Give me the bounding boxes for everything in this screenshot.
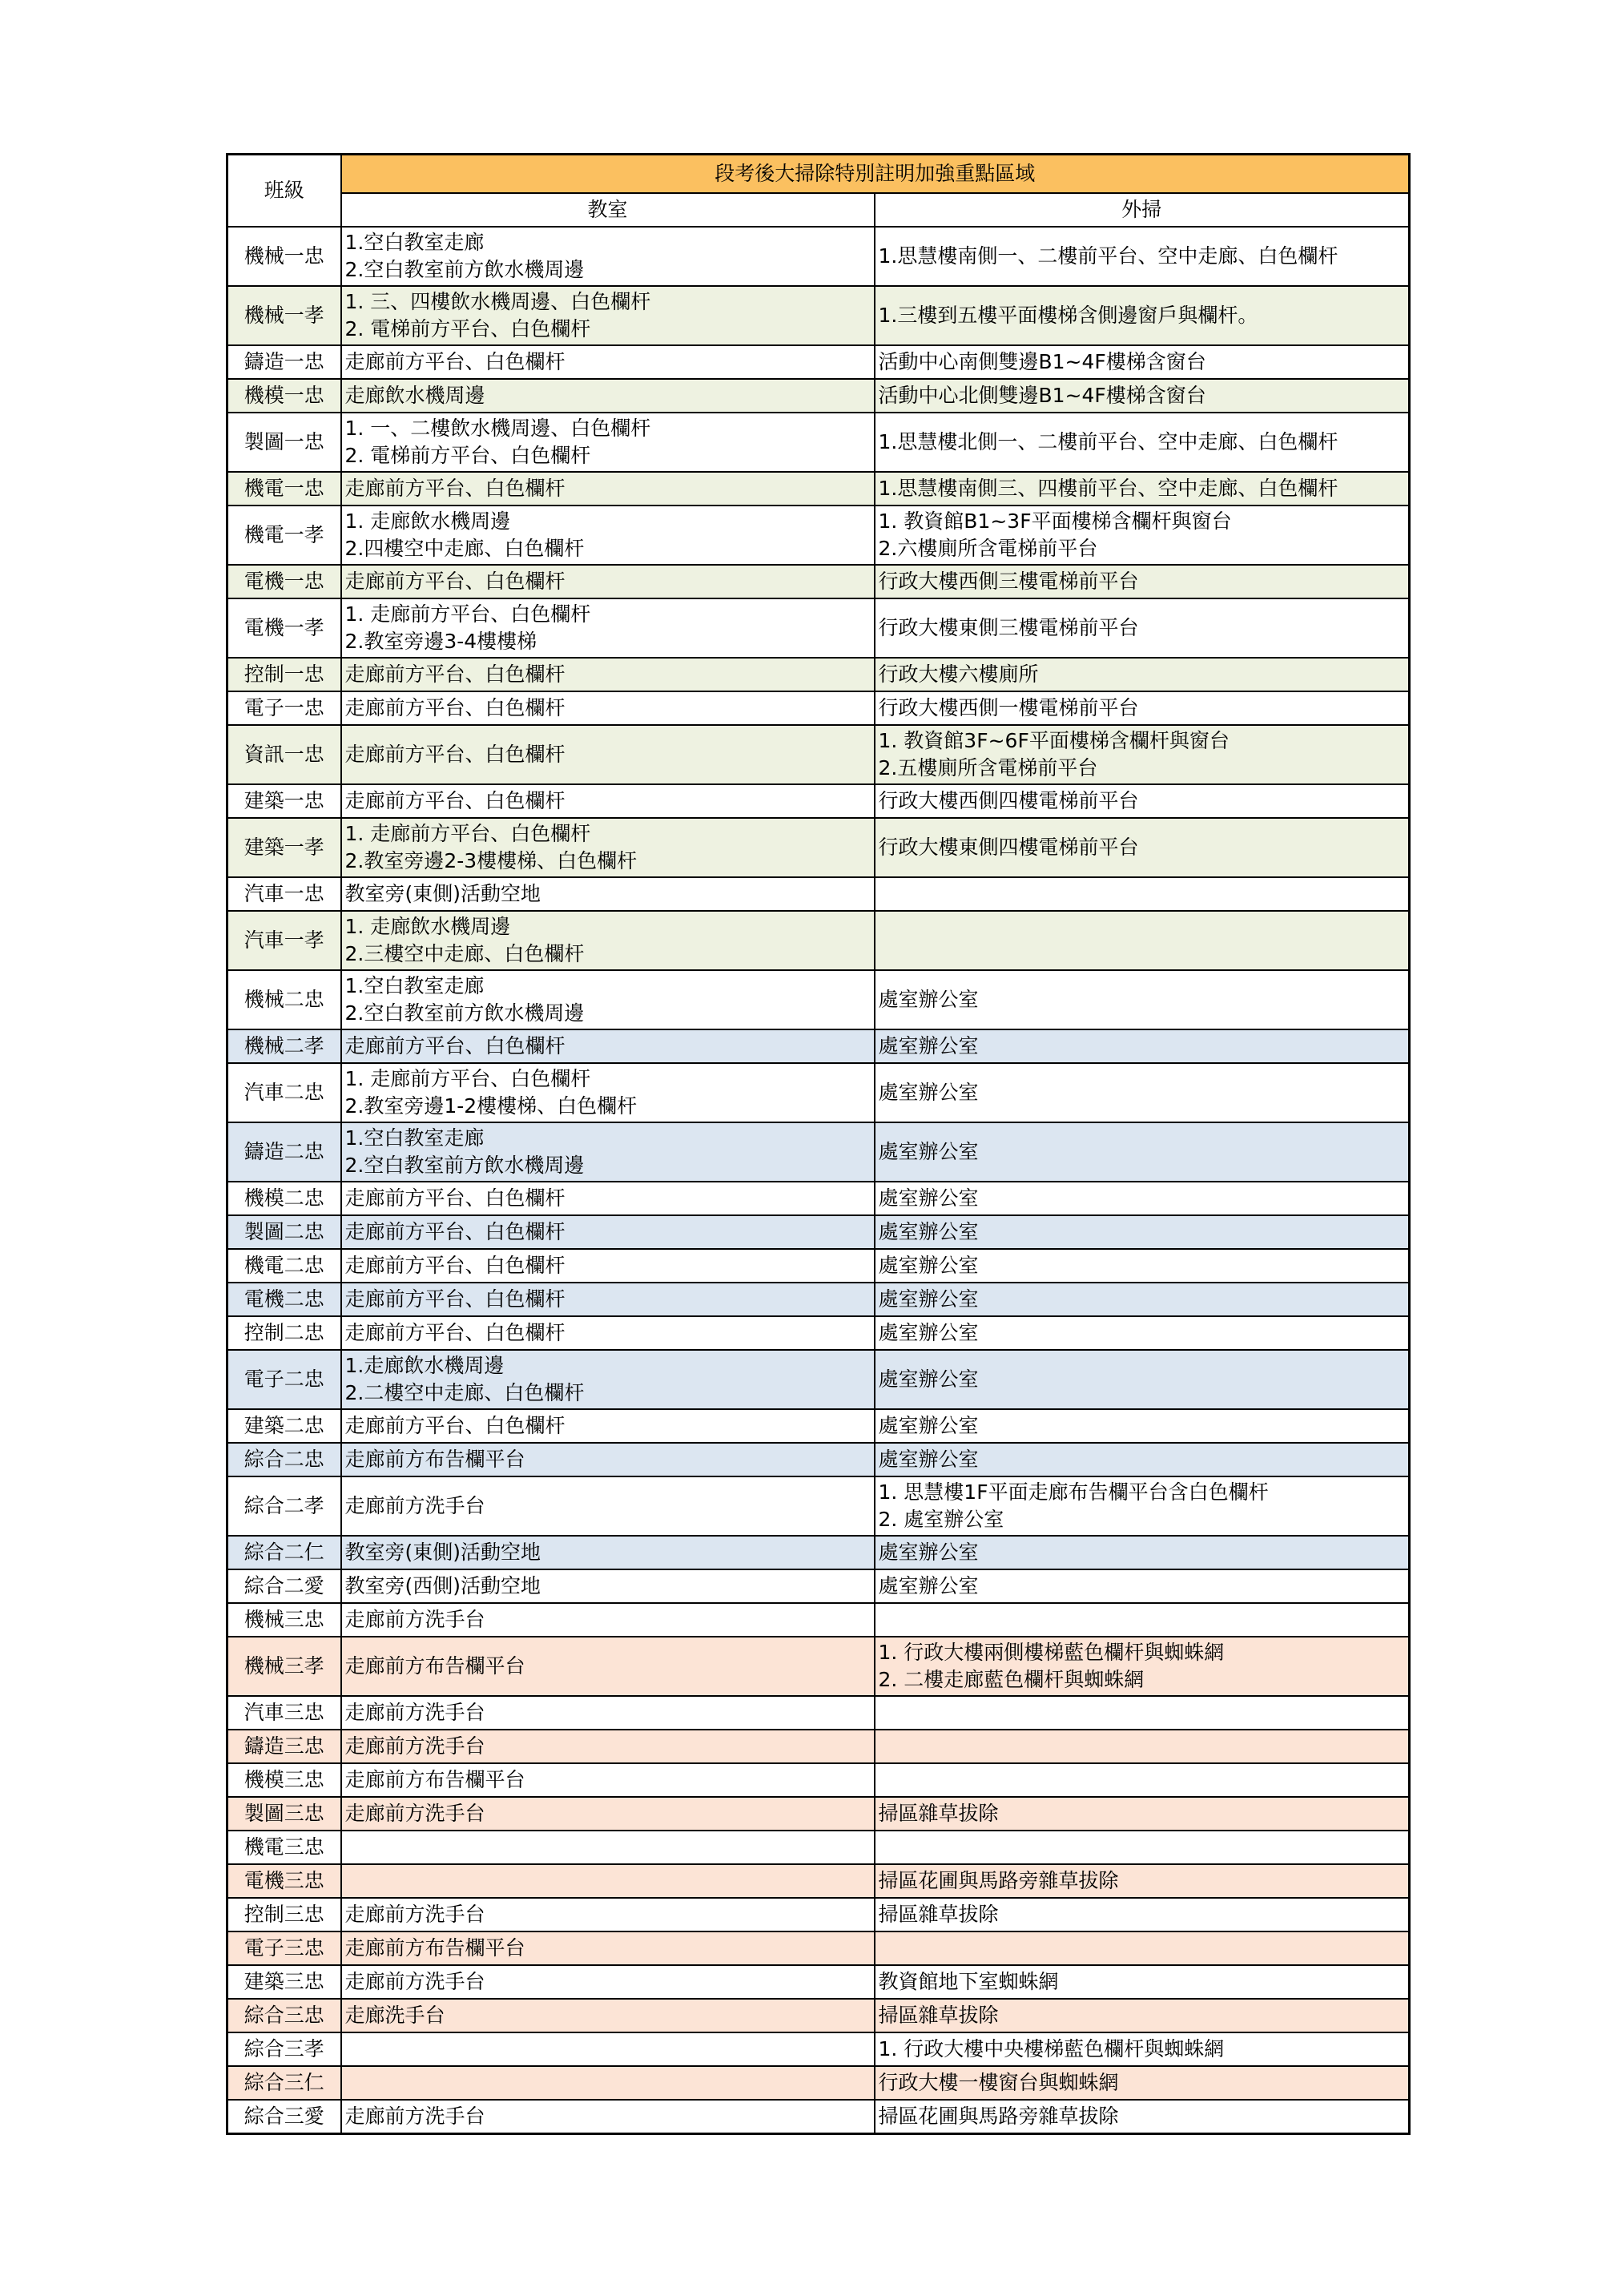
class-name-cell: 製圖二忠 [227,1215,341,1249]
outdoor-area-cell: 處室辦公室 [875,1182,1410,1215]
classroom-area-cell: 走廊前方洗手台 [341,1603,875,1637]
outdoor-area-cell: 處室辦公室 [875,1569,1410,1603]
class-name-cell: 綜合二忠 [227,1443,341,1476]
outdoor-area-cell [875,911,1410,970]
table-row [227,1931,1410,1965]
outdoor-area-cell: 處室辦公室 [875,1409,1410,1443]
outdoor-area-cell: 掃區花圃與馬路旁雜草拔除 [875,1864,1410,1898]
class-name-cell: 控制一忠 [227,658,341,691]
class-name-cell: 綜合三孝 [227,2032,341,2066]
table-row [227,1122,1410,1182]
classroom-area-cell: 1. 走廊前方平台、白色欄杆 2.教室旁邊2-3樓樓梯、白色欄杆 [341,818,875,877]
table-row [227,286,1410,345]
classroom-area-cell: 1.走廊飲水機周邊 2.二樓空中走廊、白色欄杆 [341,1350,875,1409]
classroom-area-cell [341,1831,875,1864]
outdoor-area-cell: 1. 教資館3F~6F平面樓梯含欄杆與窗台 2.五樓廁所含電梯前平台 [875,725,1410,784]
outdoor-area-cell: 處室辦公室 [875,1029,1410,1063]
class-name-cell: 機電一忠 [227,472,341,506]
class-name-cell: 製圖一忠 [227,413,341,472]
class-name-cell: 電機二忠 [227,1283,341,1316]
table-row [227,2032,1410,2066]
table-row [227,379,1410,413]
outdoor-area-cell: 1.三樓到五樓平面樓梯含側邊窗戶與欄杆。 [875,286,1410,345]
classroom-area-cell: 1. 一、二樓飲水機周邊、白色欄杆 2. 電梯前方平台、白色欄杆 [341,413,875,472]
classroom-area-cell: 走廊前方平台、白色欄杆 [341,1316,875,1350]
classroom-area-cell: 走廊前方平台、白色欄杆 [341,1409,875,1443]
table-row [227,1603,1410,1637]
outdoor-area-cell [875,1831,1410,1864]
class-name-cell: 汽車二忠 [227,1063,341,1122]
classroom-area-cell: 1.空白教室走廊 2.空白教室前方飲水機周邊 [341,227,875,286]
table-row [227,1965,1410,1999]
table-row [227,1831,1410,1864]
class-name-cell: 建築一孝 [227,818,341,877]
outdoor-area-cell [875,1931,1410,1965]
outdoor-area-cell: 行政大樓六樓廁所 [875,658,1410,691]
classroom-area-cell: 1. 走廊飲水機周邊 2.三樓空中走廊、白色欄杆 [341,911,875,970]
class-name-cell: 機電一孝 [227,506,341,565]
classroom-area-cell: 走廊前方洗手台 [341,1965,875,1999]
table-row [227,1182,1410,1215]
class-name-cell: 汽車三忠 [227,1696,341,1730]
classroom-area-cell: 走廊前方布告欄平台 [341,1637,875,1696]
classroom-area-cell: 1. 走廊前方平台、白色欄杆 2.教室旁邊3-4樓樓梯 [341,598,875,658]
class-name-cell: 機電二忠 [227,1249,341,1283]
class-name-cell: 機械三孝 [227,1637,341,1696]
outdoor-area-cell [875,1603,1410,1637]
class-name-cell: 綜合三愛 [227,2100,341,2134]
outdoor-area-cell: 行政大樓西側四樓電梯前平台 [875,784,1410,818]
class-name-cell: 控制三忠 [227,1898,341,1931]
classroom-area-cell: 走廊飲水機周邊 [341,379,875,413]
classroom-area-cell: 走廊洗手台 [341,1999,875,2032]
class-name-cell: 綜合三忠 [227,1999,341,2032]
classroom-area-cell: 走廊前方洗手台 [341,2100,875,2134]
outdoor-area-cell: 處室辦公室 [875,970,1410,1029]
outdoor-area-cell: 1. 教資館B1~3F平面樓梯含欄杆與窗台 2.六樓廁所含電梯前平台 [875,506,1410,565]
class-name-cell: 機模一忠 [227,379,341,413]
outdoor-area-cell: 處室辦公室 [875,1283,1410,1316]
class-name-cell: 綜合二孝 [227,1476,341,1536]
table-row [227,2066,1410,2100]
outdoor-area-cell: 處室辦公室 [875,1063,1410,1122]
class-column-header: 班級 [227,155,341,228]
table-row [227,1443,1410,1476]
table-row [227,1029,1410,1063]
classroom-area-cell: 教室旁(東側)活動空地 [341,1536,875,1569]
outdoor-area-cell [875,1730,1410,1763]
class-name-cell: 資訊一忠 [227,725,341,784]
table-row [227,345,1410,379]
table-row [227,691,1410,725]
table-row [227,725,1410,784]
class-name-cell: 機械三忠 [227,1603,341,1637]
classroom-area-cell: 走廊前方平台、白色欄杆 [341,1249,875,1283]
classroom-area-cell [341,2066,875,2100]
class-name-cell: 機電三忠 [227,1831,341,1864]
outdoor-area-cell: 掃區花圃與馬路旁雜草拔除 [875,2100,1410,2134]
class-name-cell: 機模三忠 [227,1763,341,1797]
outdoor-area-cell: 行政大樓一樓窗台與蜘蛛網 [875,2066,1410,2100]
table-row [227,1063,1410,1122]
classroom-area-cell: 1.空白教室走廊 2.空白教室前方飲水機周邊 [341,1122,875,1182]
outdoor-area-cell: 掃區雜草拔除 [875,1898,1410,1931]
classroom-area-cell: 走廊前方平台、白色欄杆 [341,345,875,379]
table-row [227,506,1410,565]
table-row [227,1569,1410,1603]
class-name-cell: 電子二忠 [227,1350,341,1409]
outdoor-area-cell: 活動中心南側雙邊B1~4F樓梯含窗台 [875,345,1410,379]
class-name-cell: 機模二忠 [227,1182,341,1215]
outdoor-area-cell [875,1763,1410,1797]
classroom-area-cell [341,2032,875,2066]
class-name-cell: 電機一孝 [227,598,341,658]
table-body [227,227,1410,2134]
table-row [227,1864,1410,1898]
outdoor-area-cell: 處室辦公室 [875,1316,1410,1350]
outdoor-area-cell: 1.思慧樓南側三、四樓前平台、空中走廊、白色欄杆 [875,472,1410,506]
table-row [227,877,1410,911]
table-row [227,1730,1410,1763]
outdoor-column-header: 外掃 [875,193,1410,227]
outdoor-area-cell: 1. 行政大樓兩側樓梯藍色欄杆與蜘蛛網 2. 二樓走廊藍色欄杆與蜘蛛網 [875,1637,1410,1696]
classroom-area-cell: 走廊前方布告欄平台 [341,1763,875,1797]
classroom-area-cell: 1. 三、四樓飲水機周邊、白色欄杆 2. 電梯前方平台、白色欄杆 [341,286,875,345]
outdoor-area-cell: 1. 思慧樓1F平面走廊布告欄平台含白色欄杆 2. 處室辦公室 [875,1476,1410,1536]
class-name-cell: 電機三忠 [227,1864,341,1898]
class-name-cell: 建築三忠 [227,1965,341,1999]
table-row [227,1215,1410,1249]
classroom-area-cell: 1. 走廊前方平台、白色欄杆 2.教室旁邊1-2樓樓梯、白色欄杆 [341,1063,875,1122]
class-name-cell: 控制二忠 [227,1316,341,1350]
outdoor-area-cell: 1.思慧樓南側一、二樓前平台、空中走廊、白色欄杆 [875,227,1410,286]
outdoor-area-cell: 活動中心北側雙邊B1~4F樓梯含窗台 [875,379,1410,413]
table-row [227,1536,1410,1569]
outdoor-area-cell: 行政大樓西側一樓電梯前平台 [875,691,1410,725]
classroom-area-cell: 1.空白教室走廊 2.空白教室前方飲水機周邊 [341,970,875,1029]
table-row [227,1249,1410,1283]
class-name-cell: 製圖三忠 [227,1797,341,1831]
class-name-cell: 綜合二仁 [227,1536,341,1569]
classroom-area-cell: 教室旁(西側)活動空地 [341,1569,875,1603]
table-row [227,1409,1410,1443]
table-row [227,2100,1410,2134]
classroom-area-cell: 走廊前方平台、白色欄杆 [341,1182,875,1215]
classroom-area-cell: 1. 走廊飲水機周邊 2.四樓空中走廊、白色欄杆 [341,506,875,565]
outdoor-area-cell: 處室辦公室 [875,1536,1410,1569]
outdoor-area-cell: 1.思慧樓北側一、二樓前平台、空中走廊、白色欄杆 [875,413,1410,472]
classroom-area-cell: 走廊前方洗手台 [341,1797,875,1831]
class-name-cell: 綜合三仁 [227,2066,341,2100]
outdoor-area-cell: 處室辦公室 [875,1215,1410,1249]
table-row [227,658,1410,691]
outdoor-area-cell: 1. 行政大樓中央樓梯藍色欄杆與蜘蛛網 [875,2032,1410,2066]
outdoor-area-cell: 教資館地下室蜘蛛網 [875,1965,1410,1999]
table-row [227,1999,1410,2032]
classroom-area-cell: 教室旁(東側)活動空地 [341,877,875,911]
classroom-area-cell: 走廊前方平台、白色欄杆 [341,658,875,691]
table-title: 段考後大掃除特別註明加強重點區域 [341,155,1410,194]
table-row [227,818,1410,877]
class-name-cell: 綜合二愛 [227,1569,341,1603]
table-row [227,565,1410,598]
classroom-area-cell: 走廊前方平台、白色欄杆 [341,1283,875,1316]
table-row [227,1797,1410,1831]
table-row [227,227,1410,286]
classroom-area-cell: 走廊前方洗手台 [341,1476,875,1536]
classroom-area-cell: 走廊前方洗手台 [341,1730,875,1763]
classroom-area-cell: 走廊前方平台、白色欄杆 [341,472,875,506]
outdoor-area-cell: 掃區雜草拔除 [875,1797,1410,1831]
classroom-area-cell: 走廊前方平台、白色欄杆 [341,1215,875,1249]
classroom-area-cell [341,1864,875,1898]
classroom-area-cell: 走廊前方平台、白色欄杆 [341,691,875,725]
class-name-cell: 建築一忠 [227,784,341,818]
classroom-area-cell: 走廊前方布告欄平台 [341,1443,875,1476]
classroom-area-cell: 走廊前方平台、白色欄杆 [341,565,875,598]
class-name-cell: 電子一忠 [227,691,341,725]
classroom-area-cell: 走廊前方平台、白色欄杆 [341,784,875,818]
classroom-area-cell: 走廊前方平台、白色欄杆 [341,725,875,784]
table-row [227,1696,1410,1730]
outdoor-area-cell: 處室辦公室 [875,1249,1410,1283]
class-name-cell: 機械一孝 [227,286,341,345]
outdoor-area-cell: 行政大樓東側四樓電梯前平台 [875,818,1410,877]
table-row [227,1350,1410,1409]
classroom-area-cell: 走廊前方布告欄平台 [341,1931,875,1965]
class-name-cell: 機械二忠 [227,970,341,1029]
table-row [227,472,1410,506]
class-name-cell: 鑄造二忠 [227,1122,341,1182]
table-row [227,1476,1410,1536]
classroom-area-cell: 走廊前方洗手台 [341,1696,875,1730]
outdoor-area-cell: 處室辦公室 [875,1350,1410,1409]
cleaning-area-table [226,153,1411,2135]
class-name-cell: 機械一忠 [227,227,341,286]
outdoor-area-cell: 行政大樓東側三樓電梯前平台 [875,598,1410,658]
outdoor-area-cell: 處室辦公室 [875,1122,1410,1182]
classroom-column-header: 教室 [341,193,875,227]
table-row [227,970,1410,1029]
outdoor-area-cell: 處室辦公室 [875,1443,1410,1476]
table-row [227,1316,1410,1350]
table-row [227,784,1410,818]
table-row [227,598,1410,658]
classroom-area-cell: 走廊前方平台、白色欄杆 [341,1029,875,1063]
table-row [227,911,1410,970]
table-row [227,1763,1410,1797]
table-row [227,1637,1410,1696]
class-name-cell: 電機一忠 [227,565,341,598]
class-name-cell: 汽車一孝 [227,911,341,970]
table-row [227,1898,1410,1931]
outdoor-area-cell [875,1696,1410,1730]
outdoor-area-cell [875,877,1410,911]
outdoor-area-cell: 行政大樓西側三樓電梯前平台 [875,565,1410,598]
class-name-cell: 鑄造一忠 [227,345,341,379]
table-row [227,1283,1410,1316]
class-name-cell: 電子三忠 [227,1931,341,1965]
class-name-cell: 建築二忠 [227,1409,341,1443]
class-name-cell: 汽車一忠 [227,877,341,911]
table-row [227,413,1410,472]
outdoor-area-cell: 掃區雜草拔除 [875,1999,1410,2032]
classroom-area-cell: 走廊前方洗手台 [341,1898,875,1931]
class-name-cell: 鑄造三忠 [227,1730,341,1763]
class-name-cell: 機械二孝 [227,1029,341,1063]
